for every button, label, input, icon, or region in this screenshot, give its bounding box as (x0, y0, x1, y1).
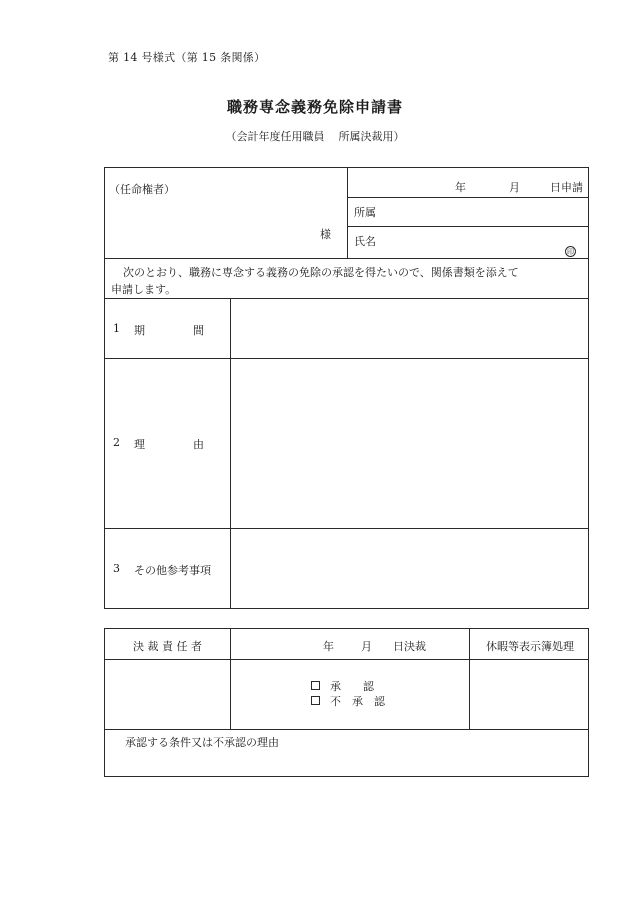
date-month: 月 (509, 181, 520, 194)
document-subtitle (0, 128, 630, 144)
approve-option[interactable] (311, 678, 385, 693)
reason-label (134, 436, 204, 452)
period-label (134, 322, 204, 338)
document-title: 職務専念義務免除申請書 (226, 98, 403, 116)
decision-date-day: 日決裁 (393, 640, 426, 653)
leave-record-field[interactable] (470, 660, 589, 729)
period-field[interactable] (231, 299, 589, 358)
subtitle-part-b: 所属決裁用） (338, 130, 405, 143)
disapprove-label: 不 承 認 (330, 694, 385, 708)
honorific: 様 (320, 228, 331, 241)
conditions-field[interactable] (106, 749, 589, 777)
reason-number: 2 (113, 436, 120, 449)
date-year: 年 (455, 181, 466, 194)
approve-checkbox[interactable] (311, 681, 320, 690)
approver-header: 決 裁 責 任 者 (133, 640, 202, 653)
approve-label: 承 認 (330, 679, 374, 693)
disapprove-checkbox[interactable] (311, 696, 320, 705)
approver-field[interactable] (106, 660, 230, 729)
decision-table (104, 628, 589, 777)
reason-label-b: 由 (193, 438, 204, 451)
seal-mark: 印 (567, 248, 574, 256)
form-number: 第 14 号様式（第 15 条関係） (108, 51, 266, 64)
period-label-b: 間 (193, 324, 204, 337)
statement-line-2: 申請します。 (111, 283, 177, 296)
decision-date (231, 629, 469, 659)
conditions-label: 承認する条件又は不承認の理由 (125, 736, 279, 749)
date-day: 日申請 (550, 181, 583, 194)
application-table (104, 167, 589, 609)
period-label-a: 期 (134, 324, 145, 337)
decision-options (311, 678, 385, 708)
subtitle-part-a: （会計年度任用職員 (225, 130, 325, 143)
reason-label-a: 理 (134, 438, 145, 451)
other-field[interactable] (231, 529, 589, 609)
appointer-label: （任命権者） (109, 183, 175, 196)
statement-line-1: 次のとおり、職務に専念する義務の免除の承認を得たいので、関係書類を添えて (123, 266, 519, 279)
affiliation-label: 所属 (354, 206, 376, 219)
other-number: 3 (113, 562, 120, 575)
other-label: その他参考事項 (134, 564, 211, 577)
application-date (348, 168, 589, 197)
period-number: 1 (113, 322, 120, 335)
decision-date-month: 月 (361, 640, 372, 653)
reason-field[interactable] (231, 359, 589, 528)
name-label: 氏名 (354, 235, 376, 248)
leave-record-header: 休暇等表示簿処理 (486, 640, 574, 653)
decision-date-year: 年 (323, 640, 334, 653)
disapprove-option[interactable] (311, 693, 385, 708)
